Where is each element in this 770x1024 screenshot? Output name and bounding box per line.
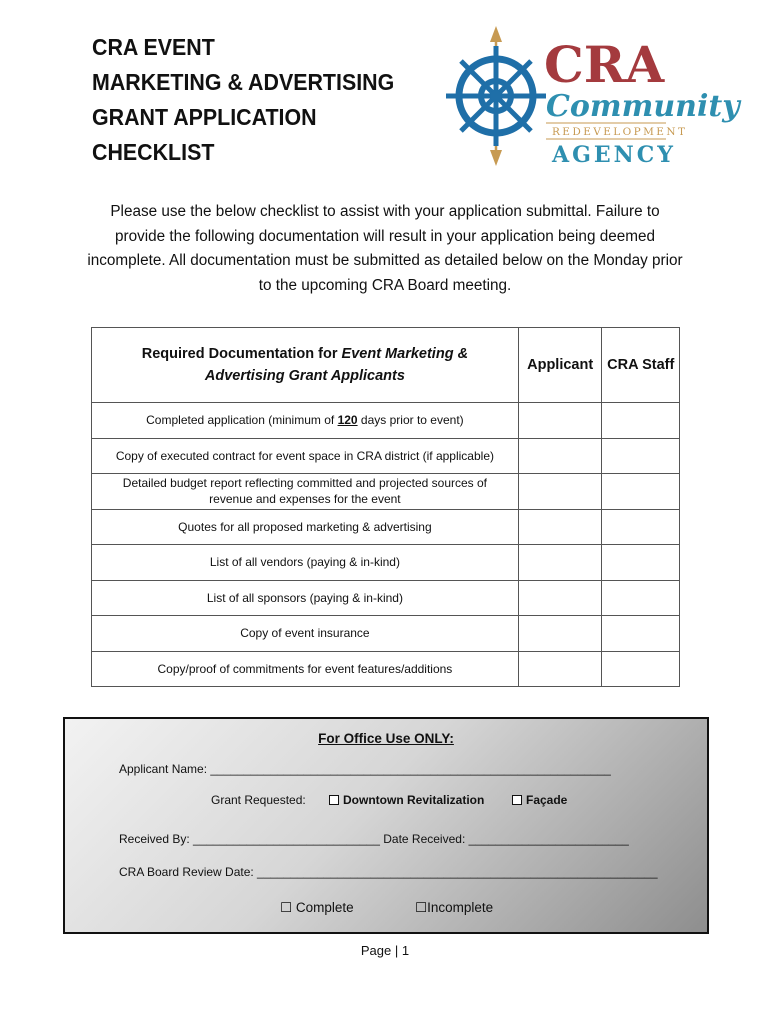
applicant-check-cell[interactable] (518, 651, 602, 687)
title-line: CRA EVENT (92, 34, 215, 60)
page-number: Page | 1 (360, 943, 410, 958)
office-use-title: For Office Use ONLY: (318, 731, 454, 746)
requirement-label: Completed application (minimum of 120 days prior to event) (92, 403, 519, 439)
requirement-label: List of all vendors (paying & in-kind) (92, 545, 519, 581)
table-row (92, 580, 680, 616)
applicant-check-cell[interactable] (518, 580, 602, 616)
applicant-check-cell[interactable] (518, 509, 602, 545)
cra-staff-check-cell[interactable] (602, 580, 680, 616)
requirement-label: List of all sponsors (paying & in-kind) (92, 580, 519, 616)
cra-staff-check-cell[interactable] (602, 651, 680, 687)
facade-option[interactable] (512, 793, 567, 807)
cra-staff-check-cell[interactable] (602, 616, 680, 652)
logo-redevelopment-text: REDEVELOPMENT (552, 126, 688, 138)
table-row (92, 545, 680, 581)
cra-logo (452, 24, 740, 170)
table-row (92, 616, 680, 652)
table-row (92, 509, 680, 545)
ship-wheel-icon (446, 46, 546, 146)
intro-paragraph: Please use the below checklist to assist with your application submittal. Failure to provide the following documentation will result in your application being deemed incomplete. All documentation must be submitted as detailed below on the Monday prior to the upcoming CRA Board meeting. (87, 203, 683, 294)
checkbox-icon[interactable] (329, 795, 339, 805)
requirement-label: Detailed budget report reflecting committed and projected sources of revenue and expenses for the event (92, 474, 519, 510)
cra-staff-check-cell[interactable] (602, 438, 680, 474)
applicant-check-cell[interactable] (518, 474, 602, 510)
table-row (92, 651, 680, 687)
applicant-check-cell[interactable] (518, 403, 602, 439)
table-row (92, 474, 680, 510)
checkbox-icon[interactable] (512, 795, 522, 805)
logo-community-text: Community (546, 89, 740, 124)
office-use-box (63, 717, 709, 934)
table-header-row (92, 328, 680, 403)
cra-staff-column-header: CRA Staff (602, 328, 680, 403)
document-title (92, 30, 427, 170)
applicant-check-cell[interactable] (518, 545, 602, 581)
incomplete-option[interactable]: ☐Incomplete (415, 900, 494, 915)
applicant-name-field[interactable]: Applicant Name: ____________________________________________________________ (119, 762, 611, 776)
logo-cra-text: CRA (544, 35, 665, 94)
cra-staff-check-cell[interactable] (602, 509, 680, 545)
facade-label: Façade (526, 793, 568, 807)
table-row (92, 403, 680, 439)
requirement-label: Copy of event insurance (92, 616, 519, 652)
table-row (92, 438, 680, 474)
requirement-label: Copy/proof of commitments for event features/additions (92, 651, 519, 687)
cra-staff-check-cell[interactable] (602, 474, 680, 510)
applicant-column-header: Applicant (518, 328, 602, 403)
board-review-date-field[interactable]: CRA Board Review Date: ____________________________________________________________ (119, 865, 658, 879)
applicant-check-cell[interactable] (518, 438, 602, 474)
logo-agency-text: AGENCY (552, 142, 676, 168)
grant-requested-label: Grant Requested: (211, 793, 306, 807)
title-line: MARKETING & ADVERTISING (92, 69, 395, 95)
received-by-field[interactable]: Received By: ____________________________ Date Received: ________________________ (119, 832, 629, 846)
cra-staff-check-cell[interactable] (602, 403, 680, 439)
title-line: CHECKLIST (92, 139, 215, 165)
documentation-checklist-table (91, 327, 680, 687)
title-line: GRANT APPLICATION (92, 104, 317, 130)
cra-staff-check-cell[interactable] (602, 545, 680, 581)
requirement-label: Quotes for all proposed marketing & advertising (92, 509, 519, 545)
downtown-revitalization-label: Downtown Revitalization (343, 793, 485, 807)
required-documentation-header: Required Documentation for Event Marketing & Advertising Grant Applicants (92, 328, 519, 403)
complete-option[interactable]: ☐ Complete (280, 900, 354, 915)
requirement-label: Copy of executed contract for event space in CRA district (if applicable) (92, 438, 519, 474)
applicant-check-cell[interactable] (518, 616, 602, 652)
downtown-revitalization-option[interactable] (329, 793, 484, 807)
